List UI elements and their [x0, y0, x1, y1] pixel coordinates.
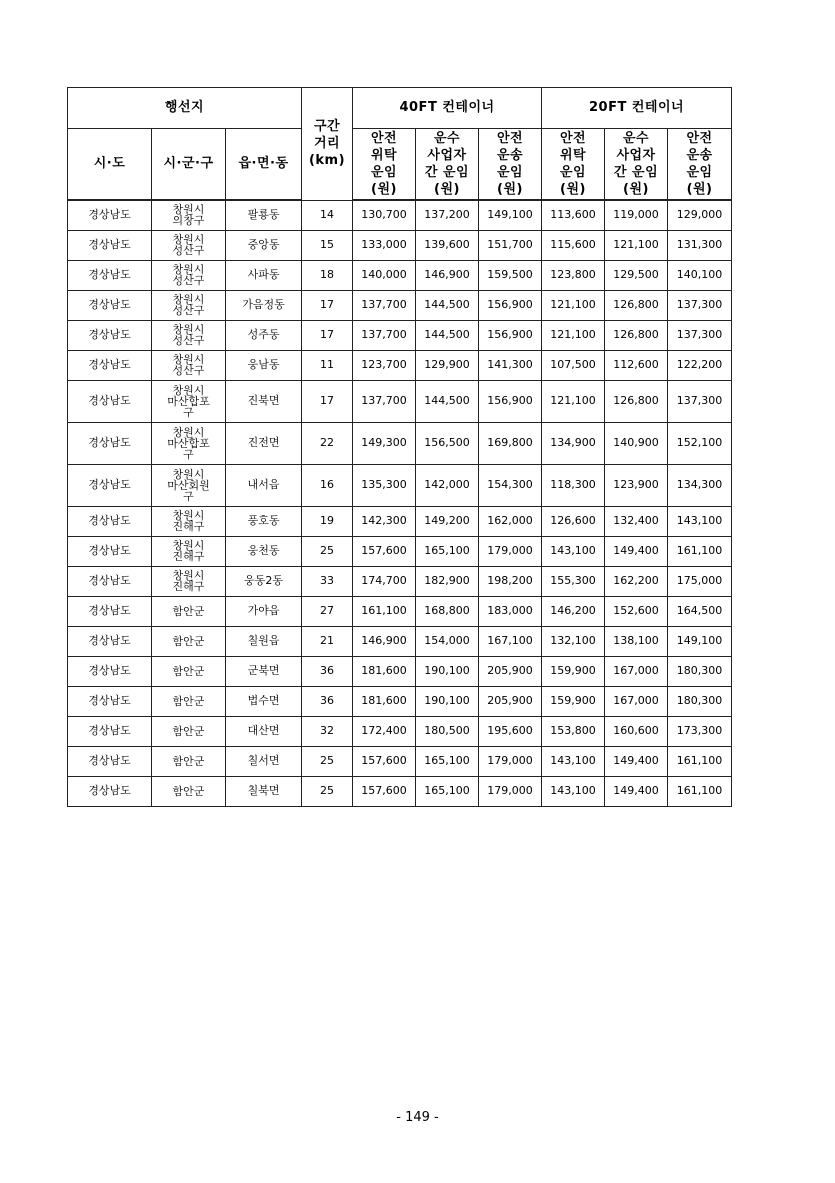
cell-20ft-safe-consign-rate: 118,300	[542, 464, 605, 506]
cell-distance-km: 17	[302, 320, 353, 350]
cell-sigungu	[152, 320, 226, 350]
cell-sido: 경상남도	[68, 422, 152, 464]
cell-40ft-safe-consign-rate: 135,300	[353, 464, 416, 506]
cell-40ft-safe-consign-rate: 137,700	[353, 380, 416, 422]
cell-20ft-carrier-rate: 123,900	[605, 464, 668, 506]
cell-20ft-carrier-rate: 126,800	[605, 380, 668, 422]
cell-20ft-safe-transport-rate: 161,100	[668, 536, 732, 566]
cell-20ft-safe-consign-rate: 143,100	[542, 536, 605, 566]
cell-sido: 경상남도	[68, 260, 152, 290]
cell-distance-km: 17	[302, 290, 353, 320]
cell-sigungu-line: 함안군	[172, 604, 205, 618]
cell-eupmyeondong: 사파동	[226, 260, 302, 290]
cell-distance-km: 11	[302, 350, 353, 380]
cell-20ft-safe-transport-rate: 122,200	[668, 350, 732, 380]
cell-sigungu-line: 성산구	[172, 304, 205, 317]
cell-sigungu-line: 함안군	[172, 664, 205, 678]
cell-sido: 경상남도	[68, 200, 152, 230]
header-distance	[302, 88, 353, 201]
cell-20ft-safe-consign-rate: 132,100	[542, 626, 605, 656]
cell-40ft-safe-transport-rate: 141,300	[479, 350, 542, 380]
cell-sigungu-line: 창원시	[172, 425, 205, 439]
cell-eupmyeondong: 웅동2동	[226, 566, 302, 596]
cell-40ft-safe-consign-rate: 174,700	[353, 566, 416, 596]
cell-sigungu-line: 함안군	[172, 724, 205, 738]
cell-40ft-carrier-rate: 165,100	[416, 536, 479, 566]
cell-20ft-safe-transport-rate: 137,300	[668, 290, 732, 320]
cell-40ft-safe-transport-rate: 169,800	[479, 422, 542, 464]
cell-20ft-carrier-rate: 162,200	[605, 566, 668, 596]
cell-40ft-carrier-rate: 149,200	[416, 506, 479, 536]
header-sigungu: 시·군·구	[152, 129, 226, 201]
cell-eupmyeondong: 중앙동	[226, 230, 302, 260]
cell-40ft-safe-transport-rate: 156,900	[479, 290, 542, 320]
table-row	[68, 350, 732, 380]
cell-20ft-safe-transport-rate: 152,100	[668, 422, 732, 464]
table-row	[68, 380, 732, 422]
cell-20ft-safe-consign-rate: 146,200	[542, 596, 605, 626]
cell-sido: 경상남도	[68, 506, 152, 536]
cell-20ft-carrier-rate: 149,400	[605, 536, 668, 566]
header-distance-line: 거리	[313, 136, 341, 152]
cell-sigungu-line: 창원시	[172, 509, 205, 522]
cell-20ft-carrier-rate: 160,600	[605, 716, 668, 746]
cell-20ft-safe-transport-rate: 140,100	[668, 260, 732, 290]
cell-sido: 경상남도	[68, 776, 152, 806]
cell-distance-km: 27	[302, 596, 353, 626]
freight-rate-table	[67, 87, 732, 807]
cell-sigungu	[152, 200, 226, 230]
cell-40ft-carrier-rate: 182,900	[416, 566, 479, 596]
cell-20ft-safe-consign-rate: 159,900	[542, 686, 605, 716]
cell-40ft-safe-consign-rate: 140,000	[353, 260, 416, 290]
table-row	[68, 686, 732, 716]
table-row	[68, 626, 732, 656]
cell-eupmyeondong: 칠서면	[226, 746, 302, 776]
cell-40ft-safe-consign-rate: 137,700	[353, 320, 416, 350]
cell-sigungu	[152, 350, 226, 380]
cell-sigungu	[152, 506, 226, 536]
cell-20ft-carrier-rate: 167,000	[605, 686, 668, 716]
cell-eupmyeondong: 웅남동	[226, 350, 302, 380]
cell-eupmyeondong: 성주동	[226, 320, 302, 350]
cell-40ft-safe-consign-rate: 157,600	[353, 536, 416, 566]
cell-sigungu	[152, 230, 226, 260]
cell-40ft-safe-transport-rate: 151,700	[479, 230, 542, 260]
cell-sido: 경상남도	[68, 566, 152, 596]
cell-sido: 경상남도	[68, 596, 152, 626]
cell-40ft-safe-consign-rate: 123,700	[353, 350, 416, 380]
cell-20ft-carrier-rate: 167,000	[605, 656, 668, 686]
table-body	[68, 200, 732, 806]
cell-sigungu	[152, 464, 226, 506]
table-row	[68, 422, 732, 464]
cell-20ft-carrier-rate: 129,500	[605, 260, 668, 290]
cell-40ft-safe-transport-rate: 205,900	[479, 656, 542, 686]
cell-40ft-carrier-rate: 165,100	[416, 776, 479, 806]
cell-distance-km: 25	[302, 536, 353, 566]
cell-20ft-safe-transport-rate: 137,300	[668, 320, 732, 350]
cell-20ft-safe-consign-rate: 143,100	[542, 746, 605, 776]
cell-eupmyeondong: 군북면	[226, 656, 302, 686]
cell-sigungu	[152, 290, 226, 320]
cell-20ft-safe-consign-rate: 121,100	[542, 320, 605, 350]
cell-distance-km: 14	[302, 200, 353, 230]
table-row	[68, 656, 732, 686]
cell-sigungu-line: 마산회원	[167, 478, 210, 492]
cell-sigungu-line: 창원시	[172, 383, 205, 397]
cell-sido: 경상남도	[68, 536, 152, 566]
cell-sigungu-line: 구	[183, 405, 194, 419]
cell-distance-km: 17	[302, 380, 353, 422]
cell-sigungu-line: 마산합포	[167, 394, 210, 408]
header-40-safe-consign-rate: 안전 위탁 운임 (원)	[353, 129, 416, 201]
cell-40ft-carrier-rate: 190,100	[416, 686, 479, 716]
table-row	[68, 596, 732, 626]
cell-sigungu-line: 구	[183, 447, 194, 461]
cell-40ft-safe-consign-rate: 137,700	[353, 290, 416, 320]
cell-eupmyeondong: 진전면	[226, 422, 302, 464]
cell-sido: 경상남도	[68, 290, 152, 320]
table-row	[68, 716, 732, 746]
cell-20ft-safe-transport-rate: 137,300	[668, 380, 732, 422]
cell-distance-km: 21	[302, 626, 353, 656]
cell-40ft-safe-transport-rate: 156,900	[479, 380, 542, 422]
cell-40ft-safe-consign-rate: 181,600	[353, 686, 416, 716]
table-row	[68, 776, 732, 806]
cell-40ft-safe-transport-rate: 205,900	[479, 686, 542, 716]
header-sido: 시·도	[68, 129, 152, 201]
cell-sido: 경상남도	[68, 230, 152, 260]
cell-sido: 경상남도	[68, 746, 152, 776]
cell-sigungu-line: 창원시	[172, 467, 205, 481]
cell-20ft-safe-consign-rate: 121,100	[542, 380, 605, 422]
cell-sigungu	[152, 566, 226, 596]
header-20ft-container: 20FT 컨테이너	[542, 88, 732, 129]
cell-20ft-safe-consign-rate: 143,100	[542, 776, 605, 806]
header-40-safe-transport-rate: 안전 운송 운임 (원)	[479, 129, 542, 201]
cell-40ft-safe-consign-rate: 142,300	[353, 506, 416, 536]
cell-40ft-safe-transport-rate: 154,300	[479, 464, 542, 506]
cell-sido: 경상남도	[68, 464, 152, 506]
cell-40ft-carrier-rate: 144,500	[416, 320, 479, 350]
cell-sigungu-line: 성산구	[172, 274, 205, 287]
cell-20ft-safe-consign-rate: 153,800	[542, 716, 605, 746]
header-distance-line: (km)	[308, 153, 346, 169]
table-row	[68, 260, 732, 290]
cell-distance-km: 19	[302, 506, 353, 536]
cell-40ft-carrier-rate: 129,900	[416, 350, 479, 380]
cell-20ft-safe-consign-rate: 126,600	[542, 506, 605, 536]
cell-20ft-safe-consign-rate: 159,900	[542, 656, 605, 686]
cell-eupmyeondong: 웅천동	[226, 536, 302, 566]
cell-distance-km: 15	[302, 230, 353, 260]
cell-distance-km: 25	[302, 776, 353, 806]
cell-sido: 경상남도	[68, 380, 152, 422]
cell-20ft-safe-transport-rate: 134,300	[668, 464, 732, 506]
cell-20ft-carrier-rate: 121,100	[605, 230, 668, 260]
cell-20ft-carrier-rate: 149,400	[605, 776, 668, 806]
cell-40ft-safe-transport-rate: 156,900	[479, 320, 542, 350]
cell-sigungu	[152, 686, 226, 716]
cell-sigungu-line: 성산구	[172, 244, 205, 257]
cell-40ft-safe-transport-rate: 183,000	[479, 596, 542, 626]
cell-40ft-safe-transport-rate: 179,000	[479, 746, 542, 776]
cell-sigungu	[152, 626, 226, 656]
cell-40ft-safe-consign-rate: 133,000	[353, 230, 416, 260]
cell-distance-km: 22	[302, 422, 353, 464]
cell-sigungu-line: 함안군	[172, 634, 205, 648]
cell-40ft-carrier-rate: 154,000	[416, 626, 479, 656]
cell-eupmyeondong: 법수면	[226, 686, 302, 716]
cell-40ft-safe-consign-rate: 149,300	[353, 422, 416, 464]
cell-sigungu-line: 창원시	[172, 293, 205, 306]
cell-40ft-carrier-rate: 144,500	[416, 380, 479, 422]
cell-distance-km: 18	[302, 260, 353, 290]
cell-sido: 경상남도	[68, 320, 152, 350]
cell-eupmyeondong: 진북면	[226, 380, 302, 422]
cell-20ft-safe-consign-rate: 115,600	[542, 230, 605, 260]
page-number: - 149 -	[396, 1110, 439, 1125]
table-row	[68, 200, 732, 230]
cell-distance-km: 33	[302, 566, 353, 596]
cell-20ft-carrier-rate: 140,900	[605, 422, 668, 464]
table-row	[68, 230, 732, 260]
cell-sido: 경상남도	[68, 626, 152, 656]
cell-sido: 경상남도	[68, 686, 152, 716]
cell-sigungu-line: 창원시	[172, 263, 205, 276]
cell-sigungu	[152, 716, 226, 746]
cell-sigungu-line: 창원시	[172, 539, 205, 552]
cell-sigungu	[152, 746, 226, 776]
cell-40ft-carrier-rate: 146,900	[416, 260, 479, 290]
cell-sigungu	[152, 596, 226, 626]
cell-sigungu-line: 창원시	[172, 323, 205, 336]
cell-40ft-safe-transport-rate: 195,600	[479, 716, 542, 746]
cell-sigungu	[152, 776, 226, 806]
cell-sigungu-line: 창원시	[172, 203, 205, 217]
cell-40ft-safe-transport-rate: 167,100	[479, 626, 542, 656]
cell-20ft-safe-transport-rate: 180,300	[668, 686, 732, 716]
cell-distance-km: 32	[302, 716, 353, 746]
cell-40ft-carrier-rate: 142,000	[416, 464, 479, 506]
cell-sigungu-line: 함안군	[172, 694, 205, 708]
cell-20ft-safe-transport-rate: 175,000	[668, 566, 732, 596]
cell-distance-km: 36	[302, 656, 353, 686]
cell-40ft-safe-consign-rate: 161,100	[353, 596, 416, 626]
cell-40ft-safe-transport-rate: 179,000	[479, 536, 542, 566]
cell-eupmyeondong: 칠원읍	[226, 626, 302, 656]
cell-40ft-carrier-rate: 168,800	[416, 596, 479, 626]
cell-40ft-carrier-rate: 190,100	[416, 656, 479, 686]
cell-40ft-safe-consign-rate: 157,600	[353, 776, 416, 806]
cell-sigungu-line: 성산구	[172, 334, 205, 347]
cell-eupmyeondong: 풍호동	[226, 506, 302, 536]
cell-sigungu-line: 창원시	[172, 569, 205, 582]
header-40ft-container: 40FT 컨테이너	[353, 88, 542, 129]
header-20-safe-transport-rate: 안전 운송 운임 (원)	[668, 129, 732, 201]
cell-20ft-safe-consign-rate: 121,100	[542, 290, 605, 320]
cell-eupmyeondong: 가음정동	[226, 290, 302, 320]
cell-20ft-safe-consign-rate: 113,600	[542, 200, 605, 230]
cell-20ft-carrier-rate: 112,600	[605, 350, 668, 380]
cell-sigungu-line: 구	[183, 489, 194, 503]
cell-sigungu	[152, 656, 226, 686]
cell-20ft-safe-transport-rate: 164,500	[668, 596, 732, 626]
table-row	[68, 566, 732, 596]
header-20-carrier-rate: 운수 사업자 간 운임 (원)	[605, 129, 668, 201]
cell-eupmyeondong: 팔룡동	[226, 200, 302, 230]
cell-distance-km: 36	[302, 686, 353, 716]
cell-40ft-carrier-rate: 165,100	[416, 746, 479, 776]
cell-40ft-safe-transport-rate: 149,100	[479, 200, 542, 230]
cell-20ft-carrier-rate: 126,800	[605, 290, 668, 320]
cell-sigungu-line: 함안군	[172, 784, 205, 798]
cell-20ft-safe-transport-rate: 143,100	[668, 506, 732, 536]
cell-sigungu-line: 창원시	[172, 353, 205, 366]
cell-20ft-carrier-rate: 152,600	[605, 596, 668, 626]
table-row	[68, 290, 732, 320]
header-distance-line: 구간	[313, 119, 341, 135]
cell-40ft-safe-transport-rate: 162,000	[479, 506, 542, 536]
header-eupmyeondong: 읍·면·동	[226, 129, 302, 201]
cell-sigungu-line: 진해구	[172, 520, 205, 533]
cell-sigungu-line: 진해구	[172, 580, 205, 593]
cell-20ft-carrier-rate: 149,400	[605, 746, 668, 776]
table-row	[68, 464, 732, 506]
cell-20ft-safe-transport-rate: 131,300	[668, 230, 732, 260]
cell-sigungu-line: 의창구	[172, 214, 205, 228]
cell-sigungu-line: 마산합포	[167, 436, 210, 450]
cell-20ft-carrier-rate: 126,800	[605, 320, 668, 350]
cell-distance-km: 25	[302, 746, 353, 776]
cell-20ft-safe-transport-rate: 161,100	[668, 776, 732, 806]
cell-40ft-carrier-rate: 137,200	[416, 200, 479, 230]
cell-eupmyeondong: 내서읍	[226, 464, 302, 506]
cell-eupmyeondong: 가야읍	[226, 596, 302, 626]
cell-40ft-safe-transport-rate: 179,000	[479, 776, 542, 806]
cell-eupmyeondong: 칠북면	[226, 776, 302, 806]
cell-sido: 경상남도	[68, 350, 152, 380]
cell-20ft-safe-consign-rate: 107,500	[542, 350, 605, 380]
cell-sigungu	[152, 536, 226, 566]
cell-40ft-safe-consign-rate: 172,400	[353, 716, 416, 746]
cell-40ft-carrier-rate: 139,600	[416, 230, 479, 260]
cell-distance-km: 16	[302, 464, 353, 506]
table-row	[68, 746, 732, 776]
cell-40ft-safe-consign-rate: 157,600	[353, 746, 416, 776]
cell-40ft-carrier-rate: 180,500	[416, 716, 479, 746]
cell-20ft-safe-transport-rate: 173,300	[668, 716, 732, 746]
cell-20ft-safe-consign-rate: 155,300	[542, 566, 605, 596]
cell-40ft-carrier-rate: 156,500	[416, 422, 479, 464]
cell-40ft-safe-consign-rate: 146,900	[353, 626, 416, 656]
cell-40ft-safe-consign-rate: 130,700	[353, 200, 416, 230]
cell-20ft-safe-transport-rate: 129,000	[668, 200, 732, 230]
cell-20ft-safe-consign-rate: 134,900	[542, 422, 605, 464]
cell-20ft-safe-transport-rate: 161,100	[668, 746, 732, 776]
table-row	[68, 320, 732, 350]
header-20-safe-consign-rate: 안전 위탁 운임 (원)	[542, 129, 605, 201]
cell-40ft-safe-consign-rate: 181,600	[353, 656, 416, 686]
cell-20ft-carrier-rate: 138,100	[605, 626, 668, 656]
cell-40ft-safe-transport-rate: 198,200	[479, 566, 542, 596]
header-destination: 행선지	[68, 88, 302, 129]
cell-20ft-safe-transport-rate: 149,100	[668, 626, 732, 656]
cell-20ft-safe-consign-rate: 123,800	[542, 260, 605, 290]
cell-20ft-carrier-rate: 119,000	[605, 200, 668, 230]
header-40-carrier-rate: 운수 사업자 간 운임 (원)	[416, 129, 479, 201]
cell-eupmyeondong: 대산면	[226, 716, 302, 746]
cell-sigungu-line: 성산구	[172, 364, 205, 377]
cell-sigungu-line: 진해구	[172, 550, 205, 563]
cell-sido: 경상남도	[68, 716, 152, 746]
cell-40ft-carrier-rate: 144,500	[416, 290, 479, 320]
cell-sigungu	[152, 422, 226, 464]
cell-20ft-safe-transport-rate: 180,300	[668, 656, 732, 686]
table-row	[68, 536, 732, 566]
cell-sigungu-line: 창원시	[172, 233, 205, 246]
cell-sigungu-line: 함안군	[172, 754, 205, 768]
cell-sigungu	[152, 260, 226, 290]
table-row	[68, 506, 732, 536]
cell-sigungu	[152, 380, 226, 422]
cell-sido: 경상남도	[68, 656, 152, 686]
cell-40ft-safe-transport-rate: 159,500	[479, 260, 542, 290]
cell-20ft-carrier-rate: 132,400	[605, 506, 668, 536]
